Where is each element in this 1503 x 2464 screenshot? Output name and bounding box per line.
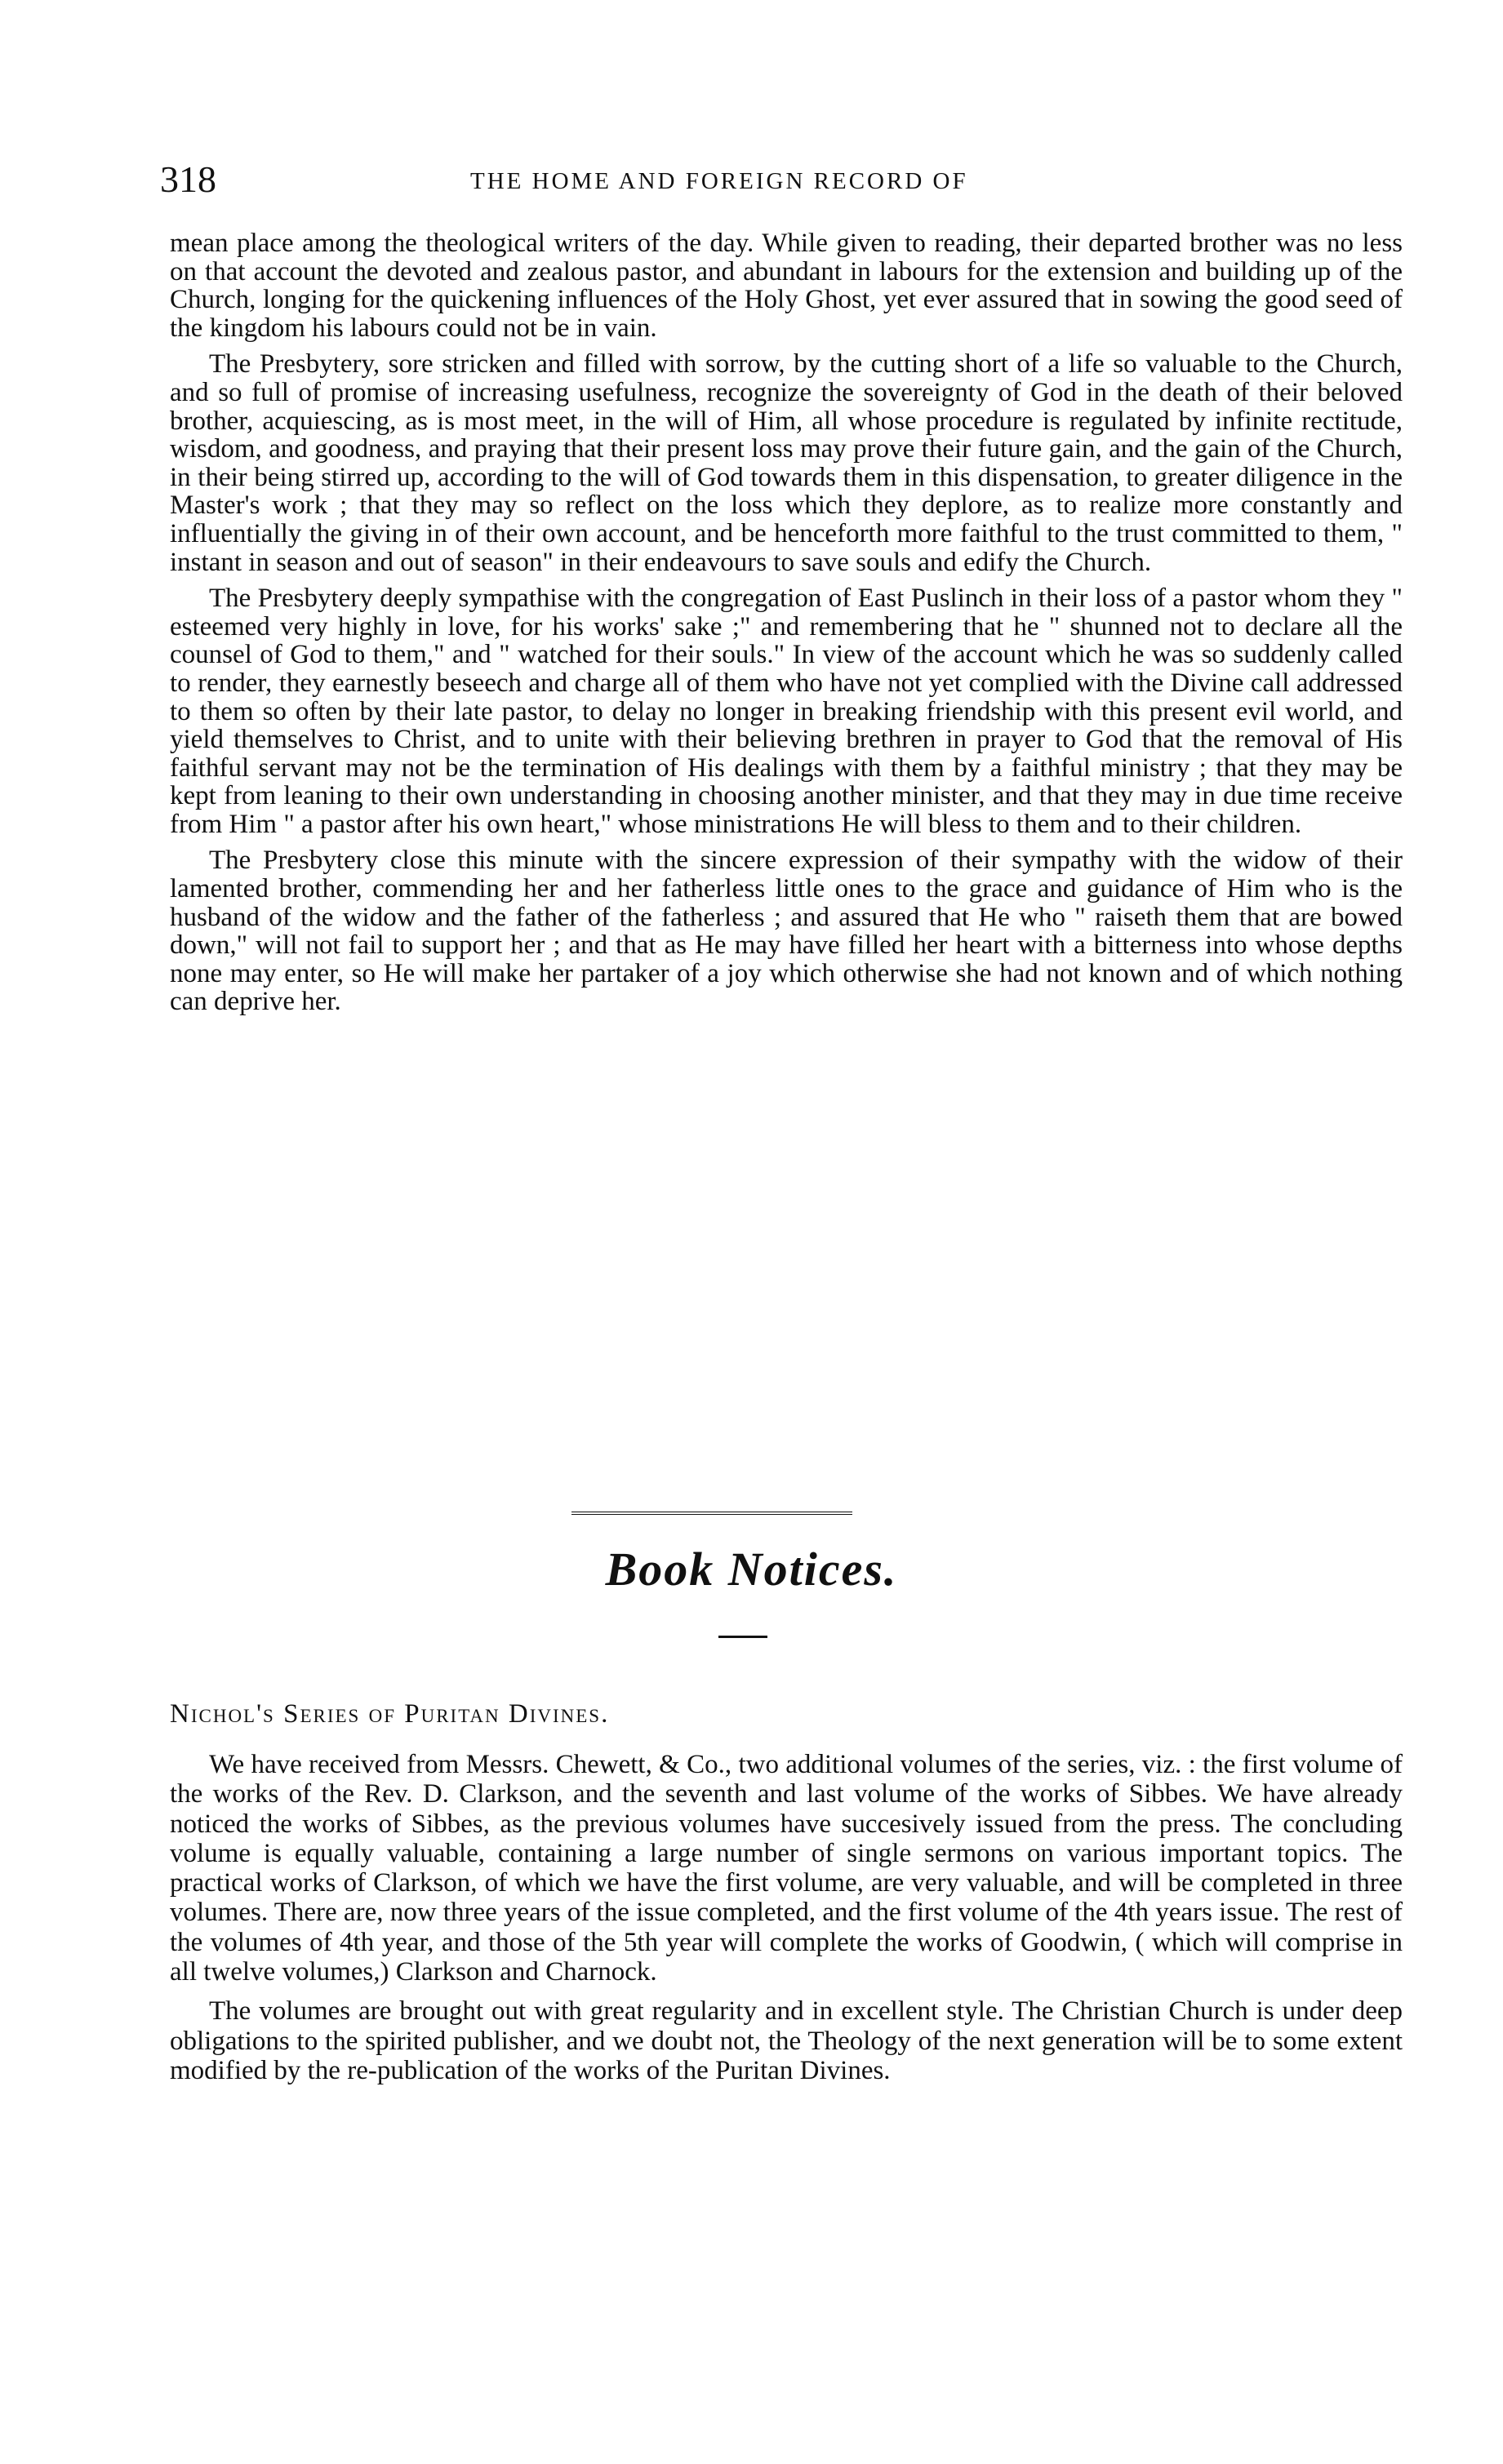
presbytery-minute [170, 229, 1403, 1024]
notice-paragraph: The volumes are brought out with great regularity and in excellent style. The Christian Church is under deep obligations to the spirited publisher, and we doubt not, the Theology of the next generation will be to some extent modified by the re-publication of the works of the Puritan Divines. [170, 1996, 1403, 2085]
section-heading: Book Notices. [605, 1543, 898, 1596]
notice-heading: Nichol's Series of Puritan Divines. [170, 1699, 610, 1729]
page-number: 318 [160, 158, 216, 200]
minute-paragraph: mean place among the theological writers of the day. While given to reading, their departed brother was no less on that account the devoted and zealous pastor, and abundant in labours for the extension and building up of the Church, longing for the quickening influences of the Holy Ghost, yet ever assured that in sowing the good seed of the kingdom his labours could not be in vain. [170, 229, 1403, 343]
page-header [160, 157, 1385, 206]
minute-paragraph: The Presbytery deeply sympathise with the congregation of East Puslinch in their loss of a pastor whom they " esteemed very highly in love, for his works' sake ;" and remembering that he " shunned not to declare all the counsel of God to them," and " watched for their souls." In view of the account which he was so suddenly called to render, they earnestly beseech and charge all of them who have not yet complied with the Divine call addressed to them so often by their late pastor, to delay no longer in breaking friendship with this present evil world, and yield themselves to Christ, and to unite with their believing brethren in prayer to God that the removal of His faithful servant may not be the termination of His dealings with them by a faithful ministry ; that they may be kept from leaning to their own understanding in choosing another minister, and that they may in due time receive from Him " a pastor after his own heart," whose ministrations He will bless to them and to their children. [170, 584, 1403, 839]
heading-underline-rule [718, 1636, 767, 1638]
section-divider-rule [571, 1512, 852, 1515]
minute-paragraph: The Presbytery, sore stricken and filled with sorrow, by the cutting short of a life so valuable to the Church, and so full of promise of increasing usefulness, recognize the sovereignty of God in the death of their beloved brother, acquiescing, as is most meet, in the will of Him, all whose procedure is regulated by infinite rectitude, wisdom, and goodness, and praying that their present loss may prove their future gain, and the gain of the Church, in their being stirred up, according to the will of God towards them in this dispensation, to greater diligence in the Master's work ; that they may so reflect on the loss which they deplore, as to realize more constantly and influentially the giving in of their own account, and be henceforth more faithful to the trust committed to them, " instant in season and out of season" in their endeavours to save souls and edify the Church. [170, 349, 1403, 577]
running-head: THE HOME AND FOREIGN RECORD OF [470, 168, 968, 194]
notice-paragraph: We have received from Messrs. Chewett, & Co., two additional volumes of the series, viz. : the first volume of the works of the Rev. D. Clarkson, and the seventh and last volume of the works of Sibbes. We have already noticed the works of Sibbes, as the previous volumes have succesively issued from the press. The concluding volume is equally valuable, containing a large number of single sermons on various important topics. The practical works of Clarkson, of which we have the first volume, are very valuable, and will be completed in three volumes. There are, now three years of the issue completed, and the first volume of the 4th years issue. The rest of the volumes of 4th year, and those of the 5th year will complete the works of Goodwin, ( which will comprise in all twelve volumes,) Clarkson and Charnock. [170, 1750, 1403, 1987]
book-notice-body [170, 1750, 1403, 2095]
minute-paragraph: The Presbytery close this minute with the sincere expression of their sympathy with the widow of their lamented brother, commending her and her fatherless little ones to the grace and guidance of Him who is the husband of the widow and the father of the fatherless ; and assured that He who " raiseth them that are bowed down," will not fail to support her ; and that as He may have filled her heart with a bitterness into whose depths none may enter, so He will make her partaker of a joy which otherwise she had not known and of which nothing can deprive her. [170, 846, 1403, 1017]
